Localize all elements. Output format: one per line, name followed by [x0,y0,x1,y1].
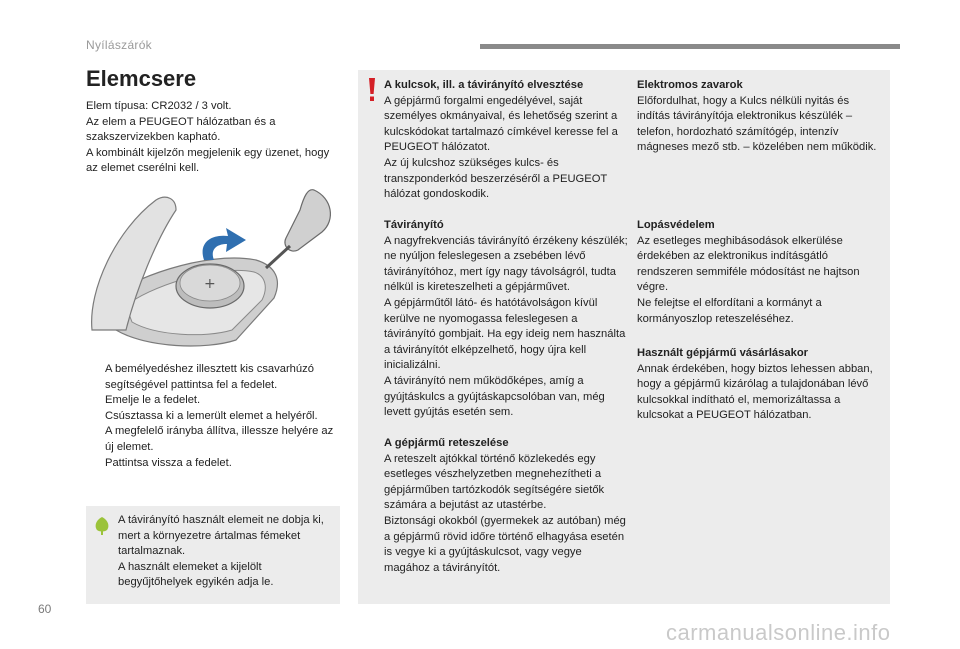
list-item [86,409,342,425]
page-number: 60 [38,602,52,616]
section-heading: A gépjármű reteszelése [384,437,509,449]
section-paragraph: A távirányító nem működőképes, amíg a gyújtáskulcs a gyújtáskapcsolóban van, még levett gyújtás esetén sem. [384,374,605,419]
list-item [86,456,342,472]
steps-list [86,362,342,471]
section-paragraph: Előfordulhat, hogy a Kulcs nélküli nyitás és indítás távirányítója elektronikus készülék – telefon, hordozható számítógép, intenzív mágneses mező stb. – közelében nem működik. [637,94,877,154]
page-title: Elemcsere [86,66,197,91]
section-paragraph: A nagyfrekvenciás távirányító érzékeny készülék; ne nyúljon feleslegesen a zsebében lévő távirányítóhoz, mert így nagy távolságról, tudta nélkül is kireteszelheti a gépjárművet. [384,234,628,294]
step-text: Pattintsa vissza a fedelet. [105,456,232,469]
battery-replacement-illustration [86,180,340,350]
step-text: Csúsztassa ki a lemerült elemet a helyéről. [105,409,318,422]
leaf-icon [94,516,110,536]
intro-line: Az elem a PEUGEOT hálózatban és a szakszervizekben kapható. [86,115,276,144]
header-bar [480,44,900,49]
screwdriver-icon [285,190,330,251]
list-item [86,424,342,455]
section-paragraph: Biztonsági okokból (gyermekek az autóban) még a gépjármű rövid időre történő elhagyása esetén is vegye ki a gyújtáskulcsot, vagy vegye magához a távirányítót. [384,514,626,574]
section-heading: Lopásvédelem [637,219,715,231]
intro-line: A kombinált kijelzőn megjelenik egy üzenet, hogy az elemet cserélni kell. [86,146,330,175]
section-paragraph: A gépjármű forgalmi engedélyével, saját személyes okmányaival, és lehetőség szerint a kulcskódokat tartalmazó címkével keresse fel a PEUGEOT hálózatot. [384,94,618,154]
step-text: A bemélyedéshez illesztett kis csavarhúzó segítségével pattintsa fel a fedelet. [105,363,314,391]
section-heading: Távirányító [384,219,444,231]
section-title: Nyílászárók [86,38,152,52]
lift-arrow-icon [203,228,246,260]
interference-section [637,78,882,156]
section-paragraph: A gépjárműtől látó- és hatótávolságon kívül kerülve ne nyomogassa feleslegesen a távirányító gombjait. Ha egy ideig nem használta a távirányítót elképzelhető, hogy újra kell inicializálni. [384,296,626,372]
remote-section [384,218,628,421]
eco-note-line: A használt elemeket a kijelölt begyűjtőhelyek egyikén adja le. [118,560,274,589]
list-item [86,393,342,409]
step-text: Emelje le a fedelet. [105,394,201,407]
intro-line: Elem típusa: CR2032 / 3 volt. [86,100,232,112]
locking-section [384,436,628,576]
section-paragraph: Annak érdekében, hogy biztos lehessen abban, hogy a gépjármű kizárólag a tulajdonában lévő kulcsokkal indítható el, memorizáltassa a kulcsokat a PEUGEOT hálózatban. [637,362,873,422]
section-paragraph: Ne felejtse el elfordítani a kormányt a kormányoszlop reteszeléséhez. [637,296,822,325]
section-heading: Elektromos zavarok [637,79,743,91]
intro-text [86,99,336,177]
section-heading: Használt gépjármű vásárlásakor [637,347,809,359]
used-car-section [637,346,882,424]
battery-plus-mark: + [204,276,216,292]
step-text: A megfelelő irányba állítva, illessze helyére az új elemet. [105,425,334,453]
section-paragraph: Az új kulcshoz szükséges kulcs- és transzponderkód beszerzéséről a PEUGEOT hálózat gondoskodik. [384,156,608,201]
list-item [86,362,342,393]
theft-section [637,218,882,327]
section-paragraph: A reteszelt ajtókkal történő közlekedés egy esetleges vészhelyzetben megnehezítheti a gépjárműben tartózkodók segítségére sietők számára a bejutást az utastérbe. [384,452,605,512]
section-paragraph: Az esetleges meghibásodások elkerülése érdekében az elektronikus indításgátló rendszeren semmiféle módosítást ne hajtson végre. [637,234,860,294]
eco-note-line: A távirányító használt elemeit ne dobja ki, mert a környezetre ártalmas fémeket tartalmaznak. [118,514,324,558]
exclamation-icon [367,78,377,102]
section-heading: A kulcsok, ill. a távirányító elvesztése [384,79,584,91]
watermark: carmanualsonline.info [666,620,891,645]
lost-keys-section [384,78,628,203]
eco-note-text [118,513,333,591]
